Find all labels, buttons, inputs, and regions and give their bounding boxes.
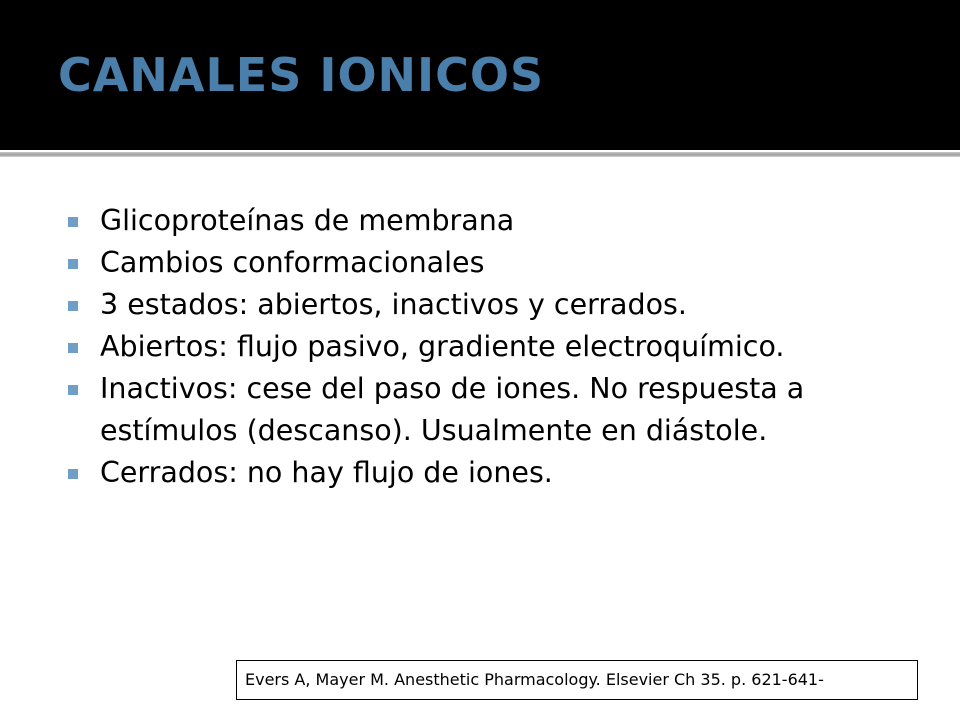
square-bullet-icon bbox=[68, 469, 78, 479]
bullet-item bbox=[66, 242, 926, 284]
bullet-text: Cerrados: no hay flujo de iones. bbox=[100, 456, 553, 489]
slide-title: CANALES IONICOS bbox=[58, 48, 545, 102]
square-bullet-icon bbox=[68, 217, 78, 227]
square-bullet-icon bbox=[68, 385, 78, 395]
header-divider bbox=[0, 150, 960, 157]
square-bullet-icon bbox=[68, 259, 78, 269]
citation-text: Evers A, Mayer M. Anesthetic Pharmacology. Elsevier Ch 35. p. 621-641- bbox=[245, 670, 824, 689]
bullet-text: Cambios conformacionales bbox=[100, 246, 485, 279]
bullet-text: Abiertos: flujo pasivo, gradiente electroquímico. bbox=[100, 330, 785, 363]
bullet-item bbox=[66, 326, 926, 368]
bullet-list bbox=[66, 200, 926, 494]
square-bullet-icon bbox=[68, 301, 78, 311]
bullet-item bbox=[66, 452, 926, 494]
citation-box bbox=[236, 660, 918, 700]
bullet-text: Inactivos: cese del paso de iones. No respuesta a estímulos (descanso). Usualmente en diástole. bbox=[100, 372, 805, 447]
bullet-text: Glicoproteínas de membrana bbox=[100, 204, 515, 237]
bullet-item bbox=[66, 368, 926, 452]
square-bullet-icon bbox=[68, 343, 78, 353]
title-bar bbox=[0, 0, 960, 150]
bullet-item bbox=[66, 200, 926, 242]
bullet-text: 3 estados: abiertos, inactivos y cerrados. bbox=[100, 288, 687, 321]
bullet-item bbox=[66, 284, 926, 326]
